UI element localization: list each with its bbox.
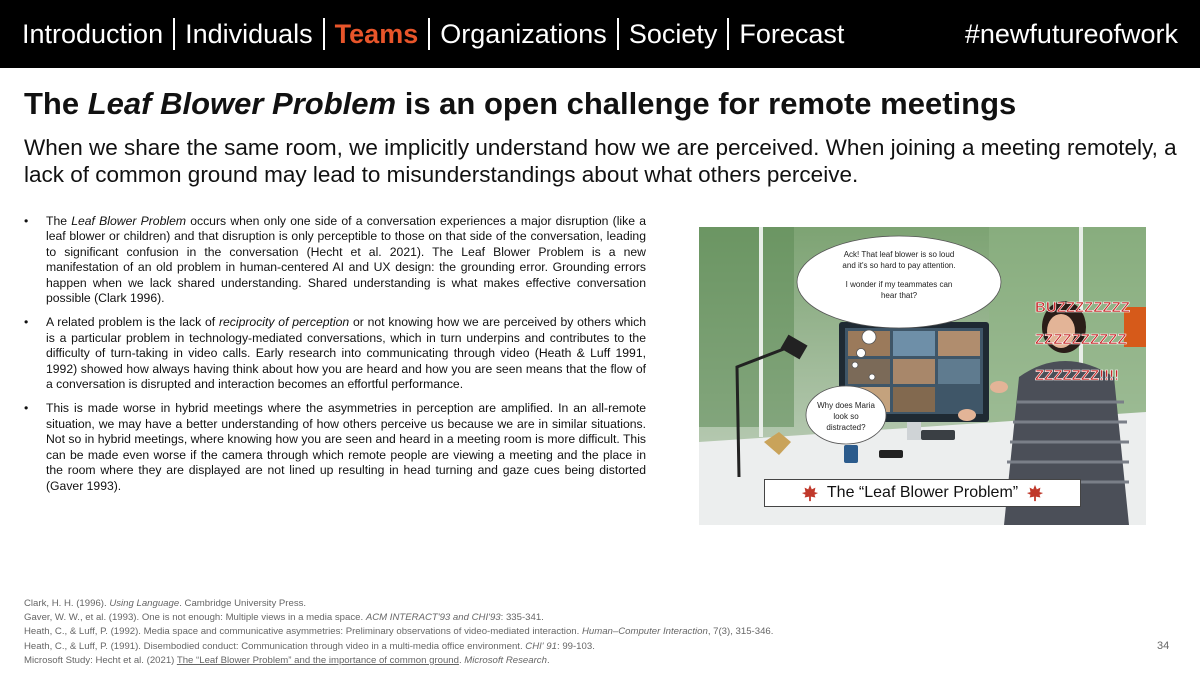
bubble-top-line3: I wonder if my teammates can <box>845 280 953 289</box>
bubble-bottom-line1: Why does Maria <box>817 401 875 410</box>
nav-separator <box>323 18 325 50</box>
references <box>24 597 1024 668</box>
bullet-dot: • <box>24 214 29 228</box>
person-hand <box>958 409 976 421</box>
reference-item: Heath, C., & Luff, P. (1992). Media space and communicative asymmetries: Preliminary observations of video-mediated interaction. Human–Computer Interaction, 7(3), 315-346. <box>24 626 774 638</box>
monitor-stand <box>907 422 921 440</box>
caption-text: The “Leaf Blower Problem” <box>826 484 1019 501</box>
nav-introduction[interactable]: Introduction <box>22 19 164 49</box>
bubble-bottom-line3: distracted? <box>826 423 866 432</box>
top-navigation-bar <box>0 0 1200 68</box>
nav-teams[interactable]: Teams <box>334 19 419 49</box>
bubble-top-line1: Ack! That leaf blower is so loud <box>843 250 955 259</box>
buzz-line3: ZZZZZZZ!!!! <box>1035 367 1120 384</box>
reference-item: Gaver, W. W., et al. (1993). One is not enough: Multiple views in a media space. ACM INTERACT'93 and CHI'93: 335-341. <box>24 612 544 624</box>
title-emphasis: Leaf Blower Problem <box>87 86 397 121</box>
hashtag-label: #newfutureofwork <box>964 19 1178 49</box>
reference-item: Clark, H. H. (1996). Using Language. Cambridge University Press. <box>24 598 307 609</box>
buzz-noise-text <box>1035 299 1130 384</box>
bubble-top-line2: and it's so hard to pay attention. <box>842 261 956 270</box>
nav-individuals[interactable]: Individuals <box>185 19 313 49</box>
illustration-caption <box>764 479 1081 507</box>
maple-leaf-icon <box>801 484 819 502</box>
slide-subtitle: When we share the same room, we implicitly understand how we are perceived. When joining a meeting remotely, a lack of common ground may lead to misunderstandings about what others perceive. <box>24 135 1177 187</box>
section-nav <box>22 14 844 54</box>
bullet-item <box>24 315 646 392</box>
bullet-dot: • <box>24 401 29 416</box>
title-prefix: The <box>24 86 88 121</box>
reference-item: Heath, C., & Luff, P. (1991). Disembodied conduct: Communication through video in a multi-media office environment. CHI' 91: 99-103. <box>24 640 595 652</box>
buzz-line1: BUZZZZZZZZ <box>1035 299 1130 316</box>
bullet-text: A related problem is the lack of reciprocity of perception or not knowing how we are perceived by others which is a particular problem in technology-mediated conversations, which in turn underpins and contributes to the difficulty of turn-taking in video calls. Early research into communicating through video (Heath & Luff 1991, 1992) showed how always having think about how you are heard and how you are seen means that the flow of a conversation is disrupted and interaction becomes an effortful performance. <box>46 315 646 392</box>
reference-item: Microsoft Study: Hecht et al. (2021) The “Leaf Blower Problem” and the importance of common ground. Microsoft Research. <box>24 654 550 666</box>
page-number: 34 <box>1157 640 1170 652</box>
bullet-item <box>24 214 646 306</box>
bubble-bottom-line2: look so <box>833 412 859 421</box>
nav-separator <box>727 18 729 50</box>
bullet-dot: • <box>24 315 29 330</box>
bullet-item <box>24 401 646 493</box>
title-suffix: is an open challenge for remote meetings <box>396 86 1017 121</box>
bubble-top-line4: hear that? <box>880 291 918 300</box>
mug <box>844 445 858 463</box>
keyboard <box>921 430 955 440</box>
buzz-line2: ZZZZZZZZZZ <box>1035 331 1127 348</box>
nav-society[interactable]: Society <box>628 19 718 49</box>
nav-organizations[interactable]: Organizations <box>440 19 607 49</box>
bullet-list <box>24 214 646 503</box>
bullet-text: The Leaf Blower Problem occurs when only one side of a conversation experiences a major disruption (like a leaf blower or children) and that disruption is only perceptible to those on that side of the conversation, leading to significant confusion in the conversation (Hecht et al. 2021). The Leaf Blower Problem is a new manifestation of an old problem in human-centered AI and UX design: the grounding error. Grounding errors happen when we lack shared understanding. Shared understanding is what makes effective conversation possible (Clark 1996). <box>46 214 646 306</box>
plant-blur <box>699 227 794 427</box>
nav-separator <box>428 18 430 50</box>
reference-link[interactable]: The “Leaf Blower Problem” and the importance of common ground <box>176 654 459 666</box>
person-hand <box>990 381 1008 393</box>
nav-separator <box>617 18 619 50</box>
nav-separator <box>173 18 175 50</box>
nav-forecast[interactable]: Forecast <box>739 19 845 49</box>
window-frame <box>759 227 763 437</box>
maple-leaf-icon <box>1026 484 1044 502</box>
phone <box>879 450 903 458</box>
bullet-text: This is made worse in hybrid meetings where the asymmetries in perception are amplified. In an all-remote situation, we may have a better understanding of how others perceive us because we are in similar situations. Not so in hybrid meetings, where knowing how you are seen and heard in a meeting room is more difficult. This can be made even worse if the camera through which remote people are viewing a meeting and the place in the room where they are displayed are not lined up resulting in head turning and gaze cues being distorted (Gaver 1993). <box>46 401 646 493</box>
slide-title <box>24 86 1016 122</box>
